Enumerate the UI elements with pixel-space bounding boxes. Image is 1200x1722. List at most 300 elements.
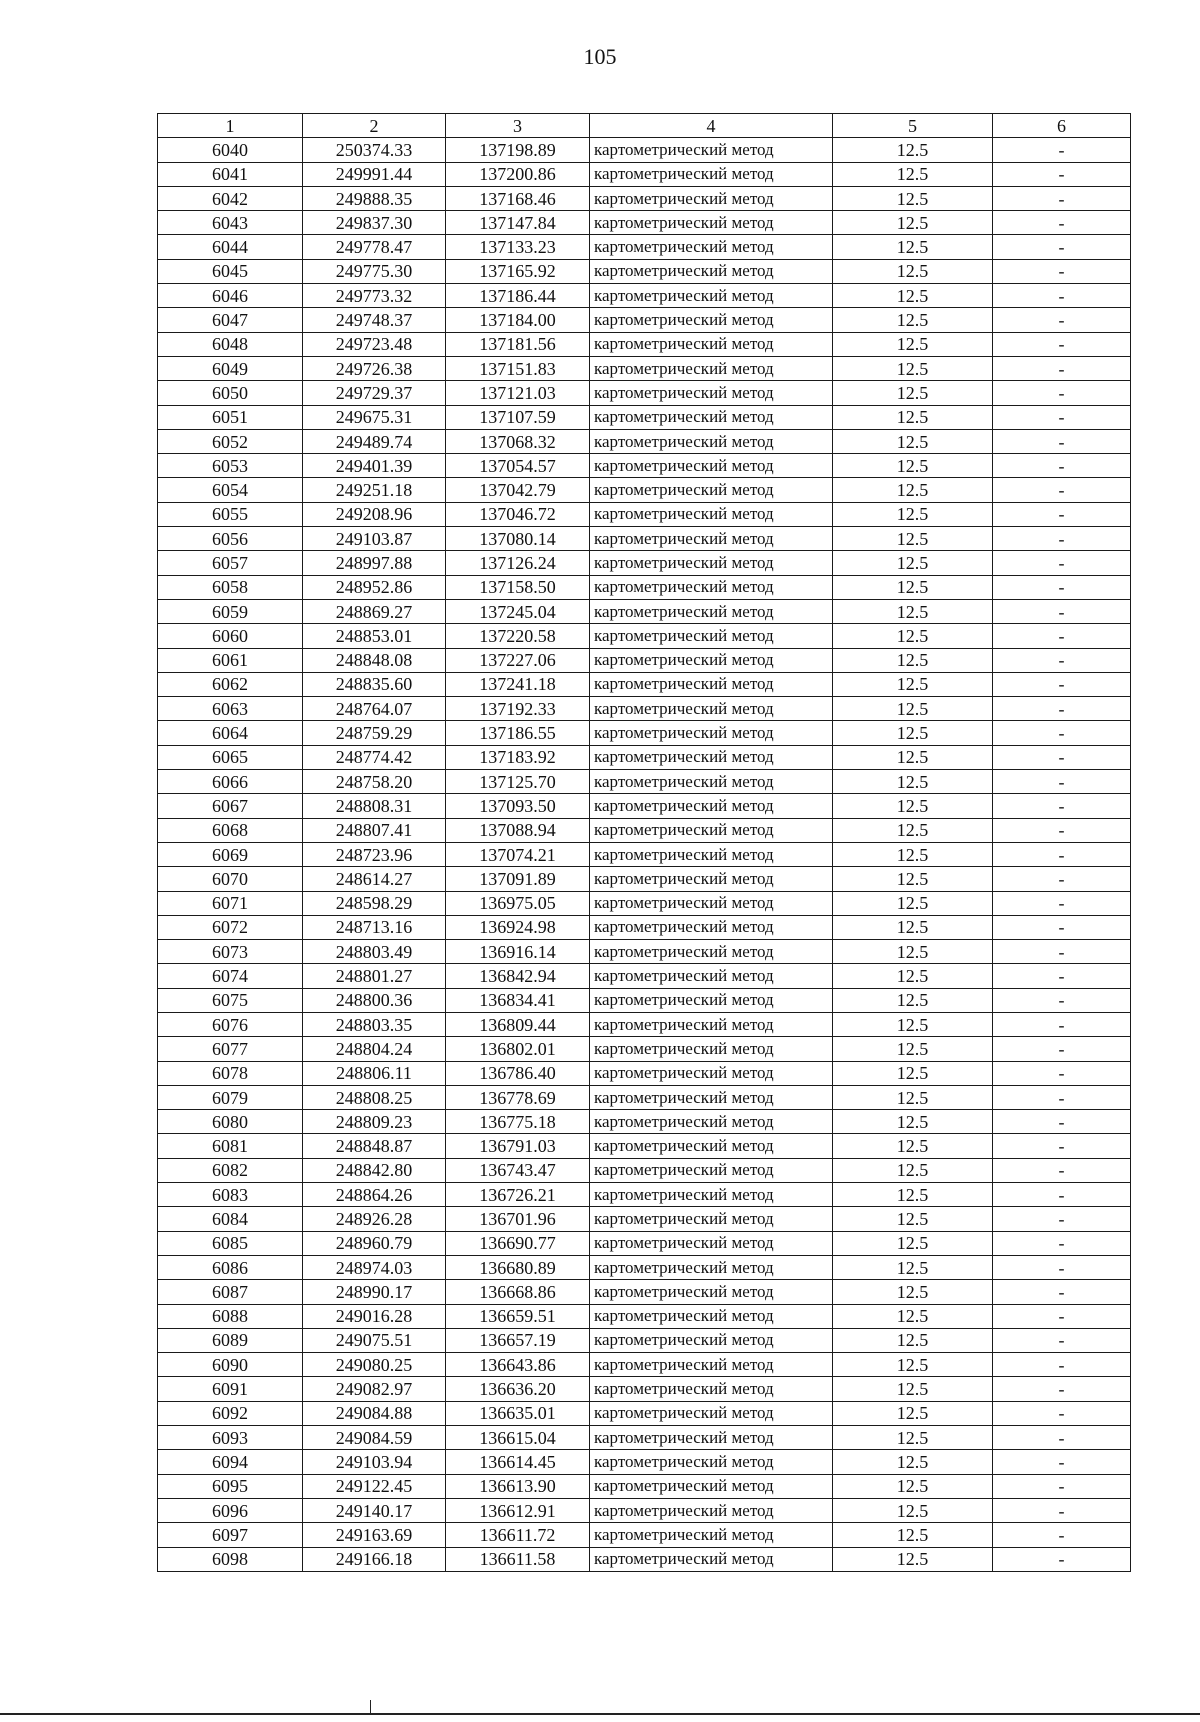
table-row: [158, 1012, 1131, 1036]
point-number-cell: 6095: [158, 1474, 303, 1498]
column-header: 5: [833, 114, 993, 138]
accuracy-cell: 12.5: [833, 575, 993, 599]
accuracy-cell: 12.5: [833, 1012, 993, 1036]
y-coordinate-cell: 136834.41: [446, 988, 590, 1012]
note-cell: -: [993, 672, 1131, 696]
x-coordinate-cell: 248842.80: [303, 1158, 446, 1182]
table-row: [158, 1450, 1131, 1474]
y-coordinate-cell: 137091.89: [446, 867, 590, 891]
table-row: [158, 1110, 1131, 1134]
method-cell: картометрический метод: [590, 818, 833, 842]
accuracy-cell: 12.5: [833, 624, 993, 648]
point-number-cell: 6065: [158, 745, 303, 769]
accuracy-cell: 12.5: [833, 1085, 993, 1109]
accuracy-cell: 12.5: [833, 1547, 993, 1571]
point-number-cell: 6058: [158, 575, 303, 599]
table-row: [158, 429, 1131, 453]
x-coordinate-cell: 248801.27: [303, 964, 446, 988]
x-coordinate-cell: 249251.18: [303, 478, 446, 502]
x-coordinate-cell: 249726.38: [303, 356, 446, 380]
method-cell: картометрический метод: [590, 1450, 833, 1474]
x-coordinate-cell: 249016.28: [303, 1304, 446, 1328]
method-cell: картометрический метод: [590, 624, 833, 648]
y-coordinate-cell: 137125.70: [446, 770, 590, 794]
method-cell: картометрический метод: [590, 721, 833, 745]
note-cell: -: [993, 648, 1131, 672]
x-coordinate-cell: 249163.69: [303, 1523, 446, 1547]
note-cell: -: [993, 891, 1131, 915]
accuracy-cell: 12.5: [833, 818, 993, 842]
note-cell: -: [993, 551, 1131, 575]
point-number-cell: 6055: [158, 502, 303, 526]
table-row: [158, 867, 1131, 891]
method-cell: картометрический метод: [590, 429, 833, 453]
point-number-cell: 6061: [158, 648, 303, 672]
x-coordinate-cell: 248614.27: [303, 867, 446, 891]
table-row: [158, 186, 1131, 210]
note-cell: -: [993, 356, 1131, 380]
method-cell: картометрический метод: [590, 1547, 833, 1571]
point-number-cell: 6089: [158, 1328, 303, 1352]
y-coordinate-cell: 136775.18: [446, 1110, 590, 1134]
table-row: [158, 1280, 1131, 1304]
note-cell: -: [993, 259, 1131, 283]
table-row: [158, 1426, 1131, 1450]
method-cell: картометрический метод: [590, 308, 833, 332]
accuracy-cell: 12.5: [833, 162, 993, 186]
method-cell: картометрический метод: [590, 1037, 833, 1061]
method-cell: картометрический метод: [590, 599, 833, 623]
note-cell: -: [993, 1231, 1131, 1255]
accuracy-cell: 12.5: [833, 1353, 993, 1377]
point-number-cell: 6081: [158, 1134, 303, 1158]
y-coordinate-cell: 136680.89: [446, 1255, 590, 1279]
method-cell: картометрический метод: [590, 454, 833, 478]
note-cell: -: [993, 1547, 1131, 1571]
table-row: [158, 1231, 1131, 1255]
y-coordinate-cell: 136778.69: [446, 1085, 590, 1109]
method-cell: картометрический метод: [590, 259, 833, 283]
table-row: [158, 1183, 1131, 1207]
accuracy-cell: 12.5: [833, 454, 993, 478]
table-header: [158, 114, 1131, 138]
y-coordinate-cell: 136643.86: [446, 1353, 590, 1377]
x-coordinate-cell: 249140.17: [303, 1498, 446, 1522]
table-row: [158, 1255, 1131, 1279]
table-row: [158, 1353, 1131, 1377]
y-coordinate-cell: 137181.56: [446, 332, 590, 356]
accuracy-cell: 12.5: [833, 405, 993, 429]
point-number-cell: 6044: [158, 235, 303, 259]
y-coordinate-cell: 137168.46: [446, 186, 590, 210]
accuracy-cell: 12.5: [833, 721, 993, 745]
y-coordinate-cell: 137046.72: [446, 502, 590, 526]
y-coordinate-cell: 137184.00: [446, 308, 590, 332]
point-number-cell: 6097: [158, 1523, 303, 1547]
note-cell: -: [993, 624, 1131, 648]
note-cell: -: [993, 1255, 1131, 1279]
accuracy-cell: 12.5: [833, 186, 993, 210]
point-number-cell: 6080: [158, 1110, 303, 1134]
table-row: [158, 818, 1131, 842]
table-row: [158, 1134, 1131, 1158]
x-coordinate-cell: 248598.29: [303, 891, 446, 915]
point-number-cell: 6092: [158, 1401, 303, 1425]
point-number-cell: 6068: [158, 818, 303, 842]
point-number-cell: 6056: [158, 527, 303, 551]
table-row: [158, 1523, 1131, 1547]
y-coordinate-cell: 137151.83: [446, 356, 590, 380]
accuracy-cell: 12.5: [833, 648, 993, 672]
x-coordinate-cell: 250374.33: [303, 138, 446, 162]
x-coordinate-cell: 248764.07: [303, 697, 446, 721]
column-header: 2: [303, 114, 446, 138]
page-number: 105: [583, 44, 617, 69]
table-row: [158, 381, 1131, 405]
table-row: [158, 940, 1131, 964]
point-number-cell: 6042: [158, 186, 303, 210]
table-row: [158, 454, 1131, 478]
method-cell: картометрический метод: [590, 988, 833, 1012]
method-cell: картометрический метод: [590, 1012, 833, 1036]
point-number-cell: 6079: [158, 1085, 303, 1109]
point-number-cell: 6085: [158, 1231, 303, 1255]
accuracy-cell: 12.5: [833, 502, 993, 526]
note-cell: -: [993, 940, 1131, 964]
accuracy-cell: 12.5: [833, 551, 993, 575]
note-cell: -: [993, 1498, 1131, 1522]
x-coordinate-cell: 249166.18: [303, 1547, 446, 1571]
table-row: [158, 138, 1131, 162]
accuracy-cell: 12.5: [833, 332, 993, 356]
method-cell: картометрический метод: [590, 794, 833, 818]
x-coordinate-cell: 249075.51: [303, 1328, 446, 1352]
x-coordinate-cell: 248758.20: [303, 770, 446, 794]
point-number-cell: 6062: [158, 672, 303, 696]
x-coordinate-cell: 249103.87: [303, 527, 446, 551]
x-coordinate-cell: 248864.26: [303, 1183, 446, 1207]
point-number-cell: 6053: [158, 454, 303, 478]
y-coordinate-cell: 137186.44: [446, 284, 590, 308]
table-row: [158, 672, 1131, 696]
y-coordinate-cell: 136668.86: [446, 1280, 590, 1304]
table-row: [158, 1328, 1131, 1352]
point-number-cell: 6084: [158, 1207, 303, 1231]
method-cell: картометрический метод: [590, 842, 833, 866]
table-row: [158, 1474, 1131, 1498]
accuracy-cell: 12.5: [833, 697, 993, 721]
point-number-cell: 6066: [158, 770, 303, 794]
accuracy-cell: 12.5: [833, 1450, 993, 1474]
accuracy-cell: 12.5: [833, 1523, 993, 1547]
note-cell: -: [993, 818, 1131, 842]
point-number-cell: 6070: [158, 867, 303, 891]
method-cell: картометрический метод: [590, 770, 833, 794]
accuracy-cell: 12.5: [833, 284, 993, 308]
accuracy-cell: 12.5: [833, 1377, 993, 1401]
x-coordinate-cell: 248808.25: [303, 1085, 446, 1109]
table-row: [158, 770, 1131, 794]
y-coordinate-cell: 136636.20: [446, 1377, 590, 1401]
note-cell: -: [993, 745, 1131, 769]
y-coordinate-cell: 137121.03: [446, 381, 590, 405]
method-cell: картометрический метод: [590, 1304, 833, 1328]
method-cell: картометрический метод: [590, 1280, 833, 1304]
y-coordinate-cell: 137241.18: [446, 672, 590, 696]
method-cell: картометрический метод: [590, 1110, 833, 1134]
point-number-cell: 6048: [158, 332, 303, 356]
note-cell: -: [993, 964, 1131, 988]
method-cell: картометрический метод: [590, 915, 833, 939]
y-coordinate-cell: 137147.84: [446, 211, 590, 235]
point-number-cell: 6050: [158, 381, 303, 405]
method-cell: картометрический метод: [590, 405, 833, 429]
x-coordinate-cell: 249082.97: [303, 1377, 446, 1401]
y-coordinate-cell: 136924.98: [446, 915, 590, 939]
x-coordinate-cell: 249837.30: [303, 211, 446, 235]
x-coordinate-cell: 248848.08: [303, 648, 446, 672]
point-number-cell: 6071: [158, 891, 303, 915]
point-number-cell: 6082: [158, 1158, 303, 1182]
accuracy-cell: 12.5: [833, 478, 993, 502]
y-coordinate-cell: 136611.58: [446, 1547, 590, 1571]
note-cell: -: [993, 284, 1131, 308]
y-coordinate-cell: 136701.96: [446, 1207, 590, 1231]
note-cell: -: [993, 1474, 1131, 1498]
coordinates-table: [157, 113, 1131, 1572]
method-cell: картометрический метод: [590, 1377, 833, 1401]
point-number-cell: 6049: [158, 356, 303, 380]
table-row: [158, 624, 1131, 648]
table-row: [158, 1547, 1131, 1571]
point-number-cell: 6052: [158, 429, 303, 453]
x-coordinate-cell: 249888.35: [303, 186, 446, 210]
note-cell: -: [993, 842, 1131, 866]
y-coordinate-cell: 137192.33: [446, 697, 590, 721]
y-coordinate-cell: 136842.94: [446, 964, 590, 988]
y-coordinate-cell: 136726.21: [446, 1183, 590, 1207]
x-coordinate-cell: 248926.28: [303, 1207, 446, 1231]
x-coordinate-cell: 249991.44: [303, 162, 446, 186]
note-cell: -: [993, 1377, 1131, 1401]
point-number-cell: 6067: [158, 794, 303, 818]
y-coordinate-cell: 137165.92: [446, 259, 590, 283]
y-coordinate-cell: 137183.92: [446, 745, 590, 769]
accuracy-cell: 12.5: [833, 745, 993, 769]
method-cell: картометрический метод: [590, 551, 833, 575]
accuracy-cell: 12.5: [833, 1134, 993, 1158]
accuracy-cell: 12.5: [833, 1401, 993, 1425]
x-coordinate-cell: 248808.31: [303, 794, 446, 818]
y-coordinate-cell: 137080.14: [446, 527, 590, 551]
y-coordinate-cell: 137227.06: [446, 648, 590, 672]
accuracy-cell: 12.5: [833, 527, 993, 551]
y-coordinate-cell: 137220.58: [446, 624, 590, 648]
y-coordinate-cell: 136659.51: [446, 1304, 590, 1328]
point-number-cell: 6063: [158, 697, 303, 721]
x-coordinate-cell: 249208.96: [303, 502, 446, 526]
point-number-cell: 6057: [158, 551, 303, 575]
y-coordinate-cell: 137088.94: [446, 818, 590, 842]
x-coordinate-cell: 248759.29: [303, 721, 446, 745]
page-bottom-rule: [0, 1713, 1200, 1715]
x-coordinate-cell: 249401.39: [303, 454, 446, 478]
column-header: 3: [446, 114, 590, 138]
method-cell: картометрический метод: [590, 1183, 833, 1207]
y-coordinate-cell: 137068.32: [446, 429, 590, 453]
note-cell: -: [993, 478, 1131, 502]
method-cell: картометрический метод: [590, 138, 833, 162]
note-cell: -: [993, 1328, 1131, 1352]
table-row: [158, 308, 1131, 332]
accuracy-cell: 12.5: [833, 794, 993, 818]
column-header: 4: [590, 114, 833, 138]
y-coordinate-cell: 136657.19: [446, 1328, 590, 1352]
accuracy-cell: 12.5: [833, 770, 993, 794]
accuracy-cell: 12.5: [833, 381, 993, 405]
method-cell: картометрический метод: [590, 502, 833, 526]
table-row: [158, 1377, 1131, 1401]
note-cell: -: [993, 1353, 1131, 1377]
note-cell: -: [993, 211, 1131, 235]
note-cell: -: [993, 1450, 1131, 1474]
table-row: [158, 1401, 1131, 1425]
method-cell: картометрический метод: [590, 186, 833, 210]
y-coordinate-cell: 137093.50: [446, 794, 590, 818]
point-number-cell: 6076: [158, 1012, 303, 1036]
x-coordinate-cell: 248952.86: [303, 575, 446, 599]
point-number-cell: 6098: [158, 1547, 303, 1571]
accuracy-cell: 12.5: [833, 308, 993, 332]
table-row: [158, 502, 1131, 526]
y-coordinate-cell: 137186.55: [446, 721, 590, 745]
table-row: [158, 1158, 1131, 1182]
y-coordinate-cell: 136613.90: [446, 1474, 590, 1498]
point-number-cell: 6072: [158, 915, 303, 939]
x-coordinate-cell: 249489.74: [303, 429, 446, 453]
note-cell: -: [993, 1134, 1131, 1158]
y-coordinate-cell: 137054.57: [446, 454, 590, 478]
y-coordinate-cell: 136614.45: [446, 1450, 590, 1474]
y-coordinate-cell: 136786.40: [446, 1061, 590, 1085]
point-number-cell: 6074: [158, 964, 303, 988]
method-cell: картометрический метод: [590, 672, 833, 696]
method-cell: картометрический метод: [590, 1426, 833, 1450]
y-coordinate-cell: 137200.86: [446, 162, 590, 186]
x-coordinate-cell: 248713.16: [303, 915, 446, 939]
method-cell: картометрический метод: [590, 1523, 833, 1547]
note-cell: -: [993, 721, 1131, 745]
x-coordinate-cell: 249080.25: [303, 1353, 446, 1377]
y-coordinate-cell: 137126.24: [446, 551, 590, 575]
table-row: [158, 284, 1131, 308]
method-cell: картометрический метод: [590, 1207, 833, 1231]
y-coordinate-cell: 137042.79: [446, 478, 590, 502]
accuracy-cell: 12.5: [833, 891, 993, 915]
point-number-cell: 6083: [158, 1183, 303, 1207]
x-coordinate-cell: 248853.01: [303, 624, 446, 648]
accuracy-cell: 12.5: [833, 211, 993, 235]
x-coordinate-cell: 249084.88: [303, 1401, 446, 1425]
accuracy-cell: 12.5: [833, 138, 993, 162]
table-row: [158, 745, 1131, 769]
table-row: [158, 235, 1131, 259]
table-row: [158, 842, 1131, 866]
y-coordinate-cell: 136635.01: [446, 1401, 590, 1425]
note-cell: -: [993, 697, 1131, 721]
note-cell: -: [993, 1426, 1131, 1450]
method-cell: картометрический метод: [590, 162, 833, 186]
table-row: [158, 1207, 1131, 1231]
accuracy-cell: 12.5: [833, 940, 993, 964]
point-number-cell: 6088: [158, 1304, 303, 1328]
method-cell: картометрический метод: [590, 1401, 833, 1425]
accuracy-cell: 12.5: [833, 1474, 993, 1498]
point-number-cell: 6051: [158, 405, 303, 429]
x-coordinate-cell: 248869.27: [303, 599, 446, 623]
note-cell: -: [993, 575, 1131, 599]
x-coordinate-cell: 248774.42: [303, 745, 446, 769]
x-coordinate-cell: 248723.96: [303, 842, 446, 866]
method-cell: картометрический метод: [590, 332, 833, 356]
accuracy-cell: 12.5: [833, 1061, 993, 1085]
x-coordinate-cell: 249748.37: [303, 308, 446, 332]
method-cell: картометрический метод: [590, 381, 833, 405]
method-cell: картометрический метод: [590, 1158, 833, 1182]
x-coordinate-cell: 248803.35: [303, 1012, 446, 1036]
table-row: [158, 162, 1131, 186]
method-cell: картометрический метод: [590, 1255, 833, 1279]
note-cell: -: [993, 332, 1131, 356]
y-coordinate-cell: 137245.04: [446, 599, 590, 623]
note-cell: -: [993, 454, 1131, 478]
y-coordinate-cell: 136975.05: [446, 891, 590, 915]
accuracy-cell: 12.5: [833, 672, 993, 696]
accuracy-cell: 12.5: [833, 1207, 993, 1231]
note-cell: -: [993, 235, 1131, 259]
table-row: [158, 211, 1131, 235]
accuracy-cell: 12.5: [833, 1280, 993, 1304]
table-row: [158, 721, 1131, 745]
x-coordinate-cell: 248848.87: [303, 1134, 446, 1158]
point-number-cell: 6059: [158, 599, 303, 623]
column-header: 6: [993, 114, 1131, 138]
point-number-cell: 6064: [158, 721, 303, 745]
point-number-cell: 6077: [158, 1037, 303, 1061]
note-cell: -: [993, 1280, 1131, 1304]
method-cell: картометрический метод: [590, 867, 833, 891]
accuracy-cell: 12.5: [833, 599, 993, 623]
scan-mark: [370, 1700, 371, 1714]
x-coordinate-cell: 248809.23: [303, 1110, 446, 1134]
method-cell: картометрический метод: [590, 1231, 833, 1255]
y-coordinate-cell: 136809.44: [446, 1012, 590, 1036]
y-coordinate-cell: 136743.47: [446, 1158, 590, 1182]
point-number-cell: 6087: [158, 1280, 303, 1304]
point-number-cell: 6041: [158, 162, 303, 186]
point-number-cell: 6078: [158, 1061, 303, 1085]
point-number-cell: 6075: [158, 988, 303, 1012]
x-coordinate-cell: 248997.88: [303, 551, 446, 575]
note-cell: -: [993, 1401, 1131, 1425]
point-number-cell: 6069: [158, 842, 303, 866]
note-cell: -: [993, 1158, 1131, 1182]
note-cell: -: [993, 429, 1131, 453]
method-cell: картометрический метод: [590, 1353, 833, 1377]
x-coordinate-cell: 249675.31: [303, 405, 446, 429]
table-row: [158, 575, 1131, 599]
x-coordinate-cell: 248974.03: [303, 1255, 446, 1279]
